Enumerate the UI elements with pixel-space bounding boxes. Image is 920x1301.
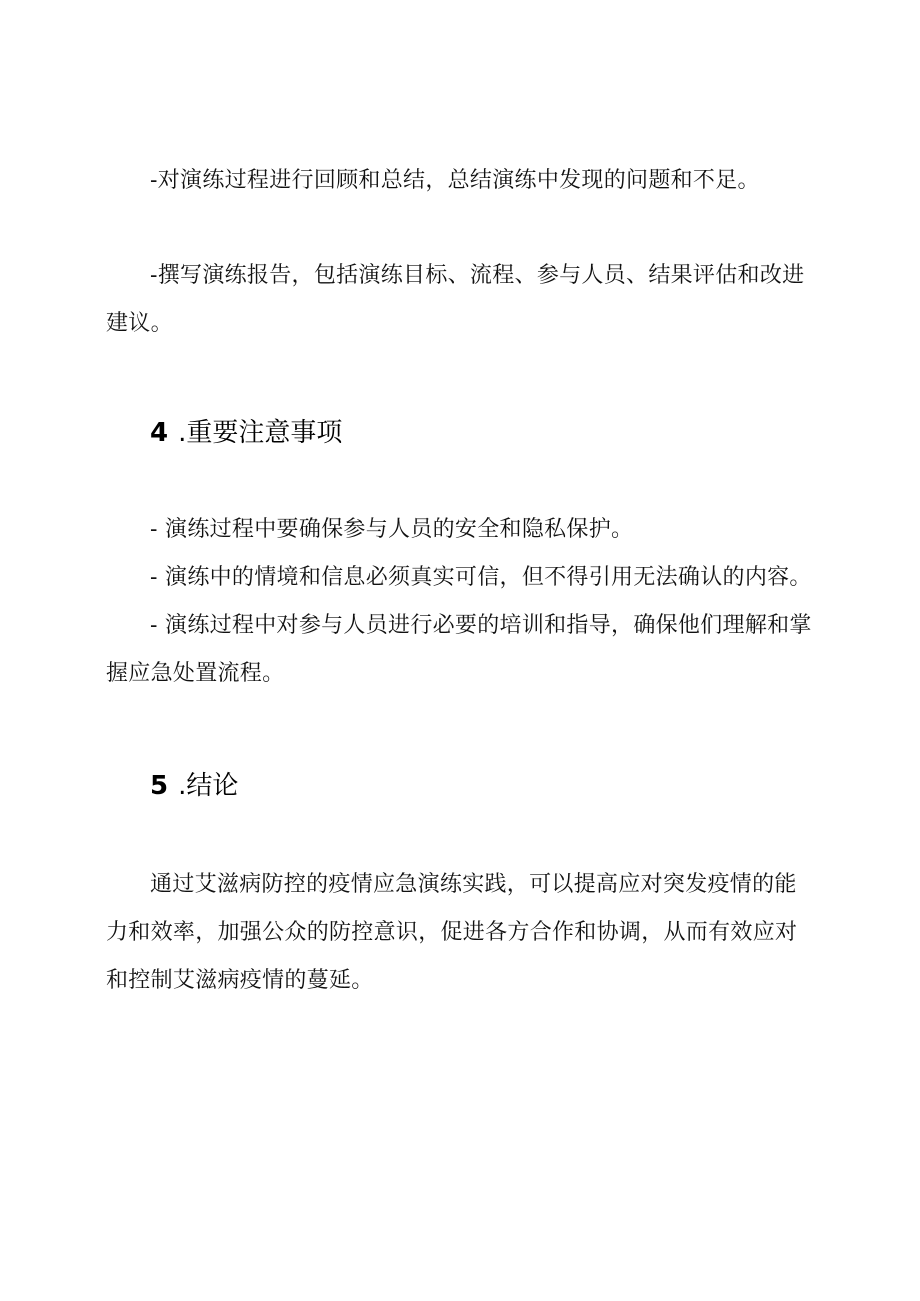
note-item-safety: - 演练过程中要确保参与人员的安全和隐私保护。 (150, 517, 634, 542)
section-title: .重要注意事项 (178, 418, 343, 448)
note-item-training: - 演练过程中对参与人员进行必要的培训和指导，确保他们理解和掌握应急处置流程。 (106, 613, 812, 686)
section-title: .结论 (178, 771, 239, 801)
note-item-authenticity: - 演练中的情境和信息必须真实可信，但不得引用无法确认的内容。 (150, 565, 812, 590)
section-heading-conclusion (150, 768, 238, 804)
section-heading-notes (150, 415, 342, 451)
section-number: 5 (150, 771, 169, 801)
section-number: 4 (150, 418, 169, 448)
review-item-report: -撰写演练报告，包括演练目标、流程、参与人员、结果评估和改进建议。 (106, 263, 805, 336)
review-item-summary: -对演练过程进行回顾和总结，总结演练中发现的问题和不足。 (150, 168, 760, 193)
conclusion-paragraph: 通过艾滋病防控的疫情应急演练实践，可以提高应对突发疫情的能力和效率，加强公众的防控意识，促进各方合作和协调，从而有效应对和控制艾滋病疫情的蔓延。 (106, 872, 798, 993)
